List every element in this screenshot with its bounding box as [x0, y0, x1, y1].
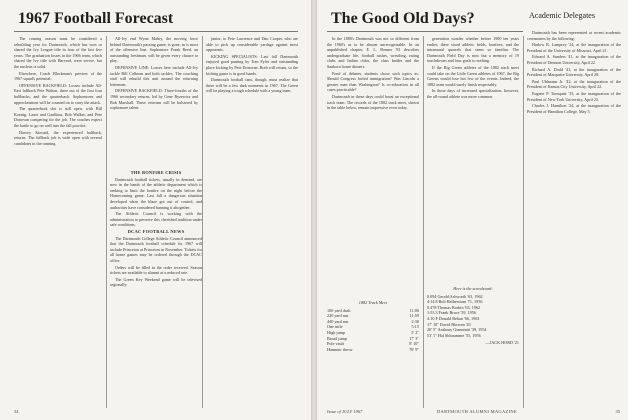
paragraph: Paul Uhlmann Jr. '42, at the inauguration of the President of Kansas City University, April 22. — [527, 78, 621, 90]
left-page-title: 1967 Football Forecast — [18, 10, 174, 27]
track-table-title: 1882 Track Meet — [358, 300, 388, 305]
signature: —JACK HORD '21 — [485, 340, 519, 346]
track-value: 17' 3" — [409, 335, 419, 341]
track-value: 5:15 — [411, 324, 419, 330]
record-line: 4:14.8 Bob Halberstam '71, 1956 — [427, 299, 483, 305]
paragraph: Fond of debates, students chose such topics as: Should Congress forbid immigration? Was Lincoln a greater man than Washington? Is co-education in all cases practicable? — [327, 70, 419, 93]
paragraph: Dartmouth football tickets, usually in demand, are now in the hands of the athletic department which is seeking to limit the bonfire on the night before the Homecoming game. Last fall a dangerous situation developed when the blaze got out of control, and authorities have considered banning it altogether. — [110, 176, 202, 210]
paragraph: In those days of increased specialization, however, the all-round athlete was more common. — [427, 88, 519, 99]
track-event: Pole vault — [327, 341, 344, 347]
track-meet-table — [327, 300, 419, 352]
record-line: 20' 5" Anthony Gianniatti '39, 1954 — [427, 327, 487, 333]
track-value: 2:30 — [411, 318, 419, 324]
track-row — [327, 347, 419, 353]
right-column-1 — [327, 36, 419, 112]
paragraph: Orders will be filled in the order received. Season tickets are available to alumni at a reduced rate. — [110, 264, 202, 276]
paragraph: Elsewhere, Coach Blackman's preview of the 1967 squad's potential: — [14, 70, 102, 82]
right-page — [317, 0, 628, 420]
title-rule — [327, 31, 523, 32]
column-divider — [523, 36, 524, 408]
paragraph: Harvey Kincaid, the experienced halfback, returns. The fullback job is wide open with several candidates in the running. — [14, 129, 102, 146]
paragraph: Eugene P. Tornquist '35, at the inauguration of the President of New York University, April 23. — [527, 90, 621, 102]
paragraph: The Athletic Council is working with the administration to preserve this cherished tradition under safe conditions. — [110, 211, 202, 228]
track-event: 100 yard dash — [327, 307, 351, 313]
track-value: 76' 9" — [409, 346, 419, 352]
record-line: 17' 10" David Bloxom '43 — [427, 321, 471, 327]
paragraph: KICKING SPECIALISTS: Last fall Dartmouth enjoyed good punting by Tom Pyles and outstanding place kicking by Pete Donovan. Both will return, so the kicking game is in good hands. — [206, 53, 298, 76]
issue-label: Issue of JULY 1967 — [327, 409, 363, 414]
track-event: 440 yard run — [327, 318, 349, 324]
paragraph: Dartmouth has been represented at recent academic ceremonies by the following: — [527, 30, 621, 41]
paragraph: If the Big Green athletes of the 1882 track meet could take on the Little Green athletes of 1967, the Big Greens would lose but few of the events. Indeed, the 1882 team would surely finish respectably. — [427, 64, 519, 87]
left-page — [0, 0, 311, 420]
paragraph: generation wonder whether before 1900 ten years earlier, there stood athletic fields, bonfires, and the intramural quarrels that seem so familiar. The Dartmouth Field Day is now but a memory of 19 touchdowns and four goals to nothing. — [427, 36, 519, 64]
left-column-3 — [206, 36, 298, 95]
sidebar-column — [527, 30, 621, 115]
bonfire-heading: THE BONFIRE CRISIS — [130, 170, 182, 175]
left-column-1 — [14, 36, 102, 147]
records-list — [427, 286, 519, 346]
column-divider — [423, 36, 424, 408]
track-event: Broad jump — [327, 335, 347, 341]
column-divider — [202, 36, 203, 408]
track-event: High jump — [327, 329, 346, 335]
track-event: 220 yard run — [327, 313, 349, 319]
paragraph: Edward A. Sanders '41, at the inauguration of the President of Denison University, April 22. — [527, 54, 621, 65]
paragraph: The Dartmouth College Athletic Council announced that the Dartmouth football schedule for 1967 will include Princeton at Princeton in November. Tickets for all home games may be ordered through the DCAC office. — [110, 235, 202, 263]
paragraph: junior, to Pete Lawrence and Dan Cooper, who are able to pick up considerable yardage against most opponents. — [206, 36, 298, 53]
magazine-name: DARTMOUTH ALUMNI MAGAZINE — [437, 409, 517, 414]
paragraph: DEFENSIVE LINE: Losses here include All-Ivy tackle Bill Calhoun and both tackles. The coaching staff will rebuild this unit around the returning lettermen. — [110, 64, 198, 87]
dcac-heading: DCAC FOOTBALL NEWS — [127, 228, 185, 234]
record-line: 4:10 F Donald Beban '66, 1963 — [427, 315, 480, 321]
record-line: 0.094 Gerald Ashworth '63, 1962 — [427, 293, 483, 299]
left-page-number: 54 — [14, 409, 19, 414]
paragraph: The coming season must be considered a rebuilding year for Dartmouth, which has won or shared the Ivy League title in four of the last five years. The graduation losses in the 1966 team, which shared the Ivy title with Harvard, were severe, but the nucleus is solid. — [14, 36, 102, 69]
right-page-title: The Good Old Days? — [331, 10, 475, 27]
paragraph: DEFENSIVE BACKFIELD: Three-fourths of the 1966 secondary returns, led by Gene Ryzewicz and Bob Marshall. These veterans will be bolstered by sophomore talent. — [110, 88, 198, 111]
paragraph: The quarterback slot is still open, with Bill Koenig, Lauer and Gaulkins, Bob Walker, and Pete Donovan competing for the job. The coaches expect the battle to go on well into the fall practice. — [14, 106, 102, 128]
right-column-2 — [427, 36, 519, 101]
paragraph: Charles J. Hamilton '24, at the inauguration of the President of Hamilton College, May 5. — [527, 103, 621, 114]
records-title: Here is the scoreboard: — [453, 286, 493, 291]
paragraph: All-Ivy end Wynn Mabry, the moving force behind Dartmouth's passing game, is gone, as is most of the offensive line. Sophomore Frank Reed, an outstanding freshman, will be given every chance to play. — [110, 36, 198, 64]
sidebar-title: Academic Delegates — [529, 11, 595, 20]
paragraph: In the 1880's Dartmouth was not so different from the 1960's as to be almost unrecognizable. In an unpublished chapter, E. L. Bonner '81 describes undergraduate life, football rushes, wrestling, eating clubs and Indian clubs, the class battles and the Sanborn house dinners. — [327, 36, 419, 69]
paragraph: Dartmouth in those days could boast an exceptional track team. The records of the 1882 track meet, shown in the table below, remain impressive even today. — [327, 93, 419, 111]
track-value: 11:59 — [409, 313, 419, 319]
paragraph: Richard A. Dodd '41, at the inauguration of the President of Marquette University, April 28. — [527, 66, 621, 78]
paragraph: Dartmouth football fans, though, must realize that there will be a few dark moments in 1967. The Green will be playing a tough schedule with a young team. — [206, 77, 298, 94]
track-value: 5' 2" — [411, 329, 419, 335]
record-line: 1:53.3 Frank Bruce '59, 1956 — [427, 310, 476, 316]
title-rule — [14, 31, 298, 32]
bonfire-box — [110, 170, 202, 289]
paragraph: OFFENSIVE BACKFIELD: Losses include All-East fullback Pete Walton, three out of the first four halfbacks, and the quarterback. Sophomores and upperclassmen will be counted on to carry the attack. — [14, 82, 102, 105]
right-page-number: 35 — [615, 409, 620, 414]
track-event: Hammer throw — [327, 346, 353, 352]
track-value: 8' 10" — [409, 341, 419, 347]
track-value: 11:00 — [409, 307, 419, 313]
paragraph: Harlow R. Lamprey '24, at the inauguration of the President of the University of Missouri, April 21. — [527, 42, 621, 53]
track-event: One mile — [327, 324, 343, 330]
record-line: 53' 1" Hal Shluramme '55, 1956 — [427, 332, 481, 338]
column-divider — [106, 36, 107, 408]
left-column-2 — [110, 36, 198, 112]
paragraph: The Green Key Weekend game will be televised regionally. — [110, 276, 202, 288]
record-line: 0.478 Thomas Borkin '63, 1962 — [427, 304, 481, 310]
